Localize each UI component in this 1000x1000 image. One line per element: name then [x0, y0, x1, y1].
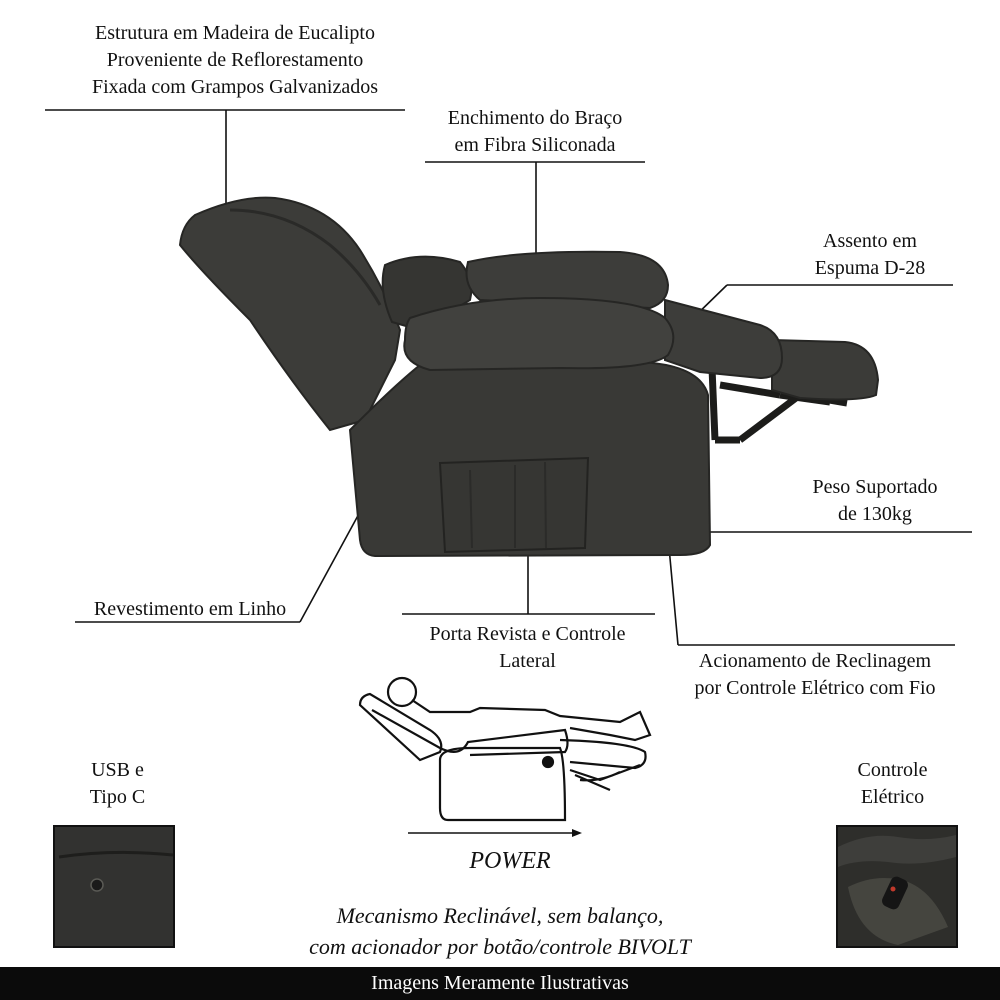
callout-usb-line-1: USB e	[91, 759, 144, 781]
callout-peso-line-2: de 130kg	[838, 503, 912, 525]
callout-estrutura-line-2: Proveniente de Reflorestamento	[106, 49, 364, 71]
callout-assento	[790, 228, 950, 282]
power-label: POWER	[469, 848, 551, 874]
callout-usb-line-2: Tipo C	[89, 786, 146, 808]
callout-porta-revista-line-1: Porta Revista e Controle	[429, 623, 626, 645]
callout-assento-line-2: Espuma D-28	[814, 257, 926, 279]
mechanism-line-2: com acionador por botão/controle BIVOLT	[309, 934, 691, 959]
recliner-photo	[180, 198, 878, 556]
callout-acionamento-line-1: Acionamento de Reclinagem	[698, 650, 932, 672]
callout-estrutura-line-3: Fixada com Grampos Galvanizados	[91, 76, 379, 98]
usb-port-icon	[91, 879, 103, 891]
callout-braco-line-2: em Fibra Siliconada	[454, 134, 616, 156]
mechanism-description	[220, 900, 780, 962]
callout-assento-line-1: Assento em	[823, 230, 917, 252]
callout-controle	[830, 757, 955, 811]
callout-revestimento	[70, 596, 310, 623]
callout-estrutura	[40, 20, 430, 101]
callout-acionamento	[665, 648, 965, 702]
usb-port-thumbnail	[53, 825, 175, 948]
recline-line-diagram	[360, 678, 650, 837]
footer-disclaimer: Imagens Meramente Ilustrativas	[371, 972, 629, 994]
callout-peso-line-1: Peso Suportado	[812, 476, 938, 498]
callout-revestimento-line: Revestimento em Linho	[93, 598, 287, 620]
callout-controle-line-2: Elétrico	[860, 786, 925, 808]
callout-peso	[790, 474, 960, 528]
person-head-outline	[388, 678, 416, 706]
mechanism-line-1: Mecanismo Reclinável, sem balanço,	[336, 903, 664, 928]
callout-acionamento-line-2: por Controle Elétrico com Fio	[694, 677, 936, 699]
callout-usb	[65, 757, 170, 811]
callout-braco-line-1: Enchimento do Braço	[447, 107, 623, 129]
callout-braco	[420, 105, 650, 159]
callout-estrutura-line-1: Estrutura em Madeira de Eucalipto	[95, 22, 375, 44]
callout-controle-line-1: Controle	[857, 759, 928, 781]
callout-porta-revista	[395, 621, 660, 675]
callout-porta-revista-line-2: Lateral	[499, 650, 556, 672]
electric-control-thumbnail	[836, 825, 958, 948]
